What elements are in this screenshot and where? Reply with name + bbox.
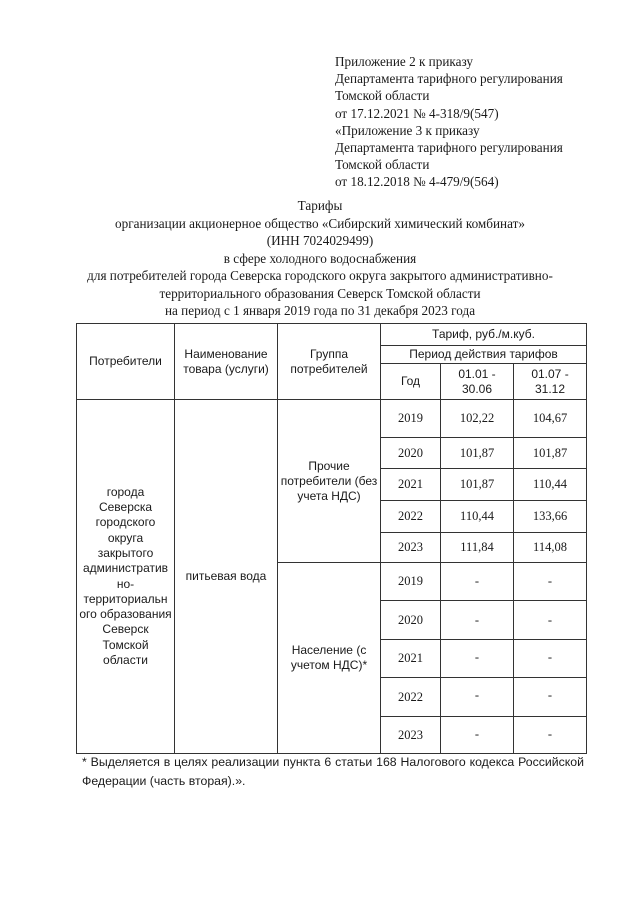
appendix-line: от 18.12.2018 № 4-479/9(564) (335, 174, 499, 190)
tariff-cell: 110,44 (514, 469, 587, 501)
year-cell: 2022 (381, 678, 441, 717)
header-consumers: Потребители (77, 324, 175, 400)
header-tariff: Тариф, руб./м.куб. (381, 324, 587, 346)
tariff-cell: 101,87 (441, 469, 514, 501)
tariff-cell: - (441, 640, 514, 678)
year-cell: 2019 (381, 400, 441, 438)
title-line: для потребителей города Северска городского округа закрытого административно- (87, 268, 553, 283)
tariff-cell: 110,44 (441, 501, 514, 533)
header-period: Период действия тарифов (381, 346, 587, 364)
title-line: на период с 1 января 2019 года по 31 декабря 2023 года (164, 303, 476, 318)
year-cell: 2021 (381, 640, 441, 678)
footnote: * Выделяется в целях реализации пункта 6 статьи 168 Налогового кодекса Российской Федерации (часть вторая).». (82, 755, 584, 788)
year-cell: 2020 (381, 438, 441, 469)
consumer-cell: города Северска городского округа закрытого административ но-территориальн ого образования Северск Томской области (77, 400, 175, 754)
header-group: Группа потребителей (278, 324, 381, 400)
appendix-line: Томской области (335, 157, 430, 173)
year-cell: 2023 (381, 533, 441, 563)
header-product: Наименование товара (услуги) (175, 324, 278, 400)
product-cell: питьевая вода (175, 400, 278, 754)
tariff-cell: 111,84 (441, 533, 514, 563)
year-cell: 2022 (381, 501, 441, 533)
appendix-line: Приложение 2 к приказу (335, 54, 473, 69)
group-other-cell: Прочие потребители (без учета НДС) (278, 400, 381, 563)
tariff-cell: - (514, 717, 587, 754)
appendix-line: «Приложение 3 к приказу (335, 122, 480, 138)
group-population-cell: Население (с учетом НДС)* (278, 563, 381, 754)
tariff-cell: - (514, 640, 587, 678)
appendix-line: от 17.12.2021 № 4-318/9(547) (335, 105, 499, 121)
title-line: (ИНН 7024029499) (266, 233, 374, 248)
tariff-cell: - (441, 601, 514, 640)
tariff-cell: 104,67 (514, 400, 587, 438)
title-line: территориального образования Северск Томской области (159, 285, 481, 301)
tariff-cell: 101,87 (514, 438, 587, 469)
appendix-line: Департамента тарифного регулирования (335, 140, 563, 156)
tariff-cell: - (441, 717, 514, 754)
title-line: Тарифы (297, 198, 343, 213)
tariff-cell: - (514, 563, 587, 601)
appendix-line: Томской области (335, 88, 430, 104)
appendix-line: Департамента тарифного регулирования (335, 71, 563, 87)
year-cell: 2021 (381, 469, 441, 501)
year-cell: 2019 (381, 563, 441, 601)
tariff-cell: 101,87 (441, 438, 514, 469)
header-half-2: 01.07 - 31.12 (514, 364, 587, 400)
tariff-cell: - (514, 601, 587, 640)
title-line: в сфере холодного водоснабжения (223, 250, 417, 266)
tariff-cell: 102,22 (441, 400, 514, 438)
tariff-table (76, 323, 587, 754)
tariff-cell: - (514, 678, 587, 717)
tariff-cell: - (441, 678, 514, 717)
tariff-cell: 114,08 (514, 533, 587, 563)
year-cell: 2023 (381, 717, 441, 754)
header-year: Год (381, 364, 441, 400)
title-line: организации акционерное общество «Сибирский химический комбинат» (115, 215, 525, 231)
header-half-1: 01.01 - 30.06 (441, 364, 514, 400)
document-title (0, 197, 640, 320)
appendix-header (335, 53, 563, 191)
year-cell: 2020 (381, 601, 441, 640)
tariff-cell: - (441, 563, 514, 601)
tariff-cell: 133,66 (514, 501, 587, 533)
